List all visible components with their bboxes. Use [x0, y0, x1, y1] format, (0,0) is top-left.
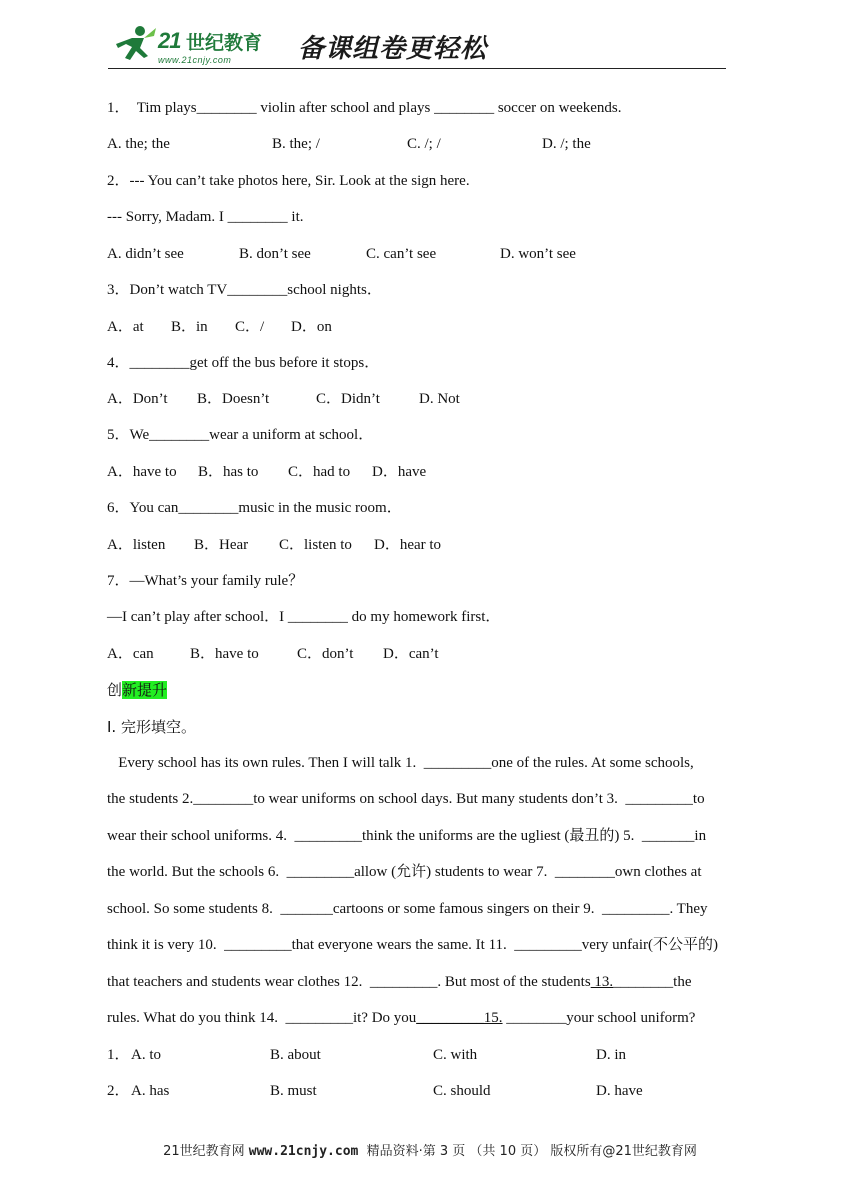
- question-6-stem: 6．You can________music in the music room．: [107, 500, 402, 516]
- cloze-1-option-d: D. in: [596, 1047, 626, 1063]
- passage-line-2: the students 2.________to wear uniforms on school days. But many students don’t 3. _________to: [107, 791, 705, 807]
- passage-line-7: [107, 973, 692, 991]
- question-2-option-c: C. can’t see: [366, 246, 437, 262]
- passage-line-7-text: that teachers and students wear clothes 12. _________. But most of the students: [107, 974, 591, 990]
- logo-number: 21: [158, 28, 181, 53]
- question-3-option-d: D．on: [291, 319, 332, 335]
- question-3-option-c: C．/: [235, 319, 265, 335]
- cloze-2-number: 2．: [107, 1083, 130, 1099]
- page-footer: [0, 1140, 860, 1159]
- question-1-option-d: D. /; the: [542, 136, 591, 152]
- cloze-2-option-c: C. should: [433, 1083, 491, 1099]
- question-4-option-a: A．Don’t: [107, 391, 168, 407]
- question-4-option-b: B．Doesn’t: [197, 391, 270, 407]
- runner-icon: [110, 24, 158, 64]
- question-5-option-c: C．had to: [288, 464, 351, 480]
- blank-13: 13.: [590, 974, 614, 990]
- question-7-option-b: B．have to: [190, 646, 259, 662]
- header-divider: [108, 68, 726, 69]
- question-5-option-b: B．has to: [198, 464, 259, 480]
- question-2-option-a: A. didn’t see: [107, 246, 184, 262]
- section-heading: [107, 681, 167, 699]
- question-2-stem-reply: --- Sorry, Madam. I ________ it.: [107, 209, 304, 225]
- question-5-option-d: D．have: [372, 464, 427, 480]
- question-6-option-d: D．hear to: [374, 537, 442, 553]
- question-2-option-b: B. don’t see: [239, 246, 311, 262]
- question-1-option-c: C. /; /: [407, 136, 441, 152]
- cloze-2-option-d: D. have: [596, 1083, 643, 1099]
- question-7-option-c: C．don’t: [297, 646, 354, 662]
- question-1-option-b: B. the; /: [272, 136, 320, 152]
- question-7-stem: 7．—What’s your family rule？: [107, 573, 304, 589]
- cloze-1-option-a: A. to: [131, 1047, 161, 1063]
- cloze-1-option-c: C. with: [433, 1047, 478, 1063]
- section-subheading: Ⅰ. 完形填空。: [107, 718, 196, 736]
- passage-line-8-text: rules. What do you think 14. _________it? Do you: [107, 1010, 417, 1026]
- passage-line-8-tail: ________your school uniform?: [502, 1010, 696, 1026]
- cloze-2-option-b: B. must: [270, 1083, 317, 1099]
- passage-line-6: think it is very 10. _________that everyone wears the same. It 11. _________very unfair(不公平的): [107, 937, 718, 953]
- question-7-option-d: D．can’t: [383, 646, 439, 662]
- blank-15: _________15.: [416, 1010, 503, 1026]
- question-1-option-a: A. the; the: [107, 136, 170, 152]
- logo-text: 世纪教育: [186, 32, 263, 54]
- question-2-option-d: D. won’t see: [500, 246, 576, 262]
- question-3-option-b: B．in: [171, 319, 208, 335]
- question-3-stem: 3．Don’t watch TV________school nights．: [107, 282, 382, 298]
- section-heading-highlight: 新提升: [122, 681, 168, 699]
- question-1-stem: 1． Tim plays________ violin after school and plays ________ soccer on weekends.: [107, 100, 622, 116]
- question-7-option-a: A．can: [107, 646, 154, 662]
- question-7-stem-reply: —I can’t play after school．I ________ do my homework first．: [107, 609, 501, 625]
- passage-line-7-tail: ________the: [613, 974, 692, 990]
- cloze-1-option-b: B. about: [270, 1047, 321, 1063]
- footer-site: 21世纪教育网: [163, 1144, 249, 1159]
- page-header: [108, 22, 726, 70]
- question-6-option-a: A．listen: [107, 537, 166, 553]
- logo-url: www.21cnjy.com: [158, 55, 232, 65]
- passage-line-8: [107, 1009, 695, 1027]
- question-3-option-a: A．at: [107, 319, 144, 335]
- passage-line-4: the world. But the schools 6. _________allow (允许) students to wear 7. ________own clothes at: [107, 864, 702, 880]
- question-4-option-c: C．Didn’t: [316, 391, 380, 407]
- passage-line-3: wear their school uniforms. 4. _________think the uniforms are the ugliest (最丑的) 5. _______in: [107, 828, 707, 844]
- footer-page-info: 精品资料·第 3 页 （共 10 页） 版权所有@21世纪教育网: [358, 1144, 697, 1159]
- question-6-option-b: B．Hear: [194, 537, 249, 553]
- cloze-1-number: 1．: [107, 1047, 130, 1063]
- passage-line-5: school. So some students 8. _______cartoons or some famous singers on their 9. _________. They: [107, 901, 708, 917]
- question-6-option-c: C．listen to: [279, 537, 352, 553]
- passage-line-1: Every school has its own rules. Then I will talk 1. _________one of the rules. At some schools,: [107, 755, 694, 771]
- question-5-option-a: A．have to: [107, 464, 177, 480]
- question-2-stem: 2．--- You can’t take photos here, Sir. Look at the sign here.: [107, 173, 470, 189]
- question-4-stem: 4．________get off the bus before it stops．: [107, 355, 380, 371]
- question-4-option-d: D. Not: [419, 391, 460, 407]
- header-slogan: 备课组卷更轻松: [298, 34, 488, 64]
- question-5-stem: 5．We________wear a uniform at school．: [107, 427, 374, 443]
- cloze-2-option-a: A. has: [131, 1083, 170, 1099]
- footer-url[interactable]: www.21cnjy.com: [248, 1144, 359, 1159]
- section-heading-plain: 创: [107, 681, 123, 699]
